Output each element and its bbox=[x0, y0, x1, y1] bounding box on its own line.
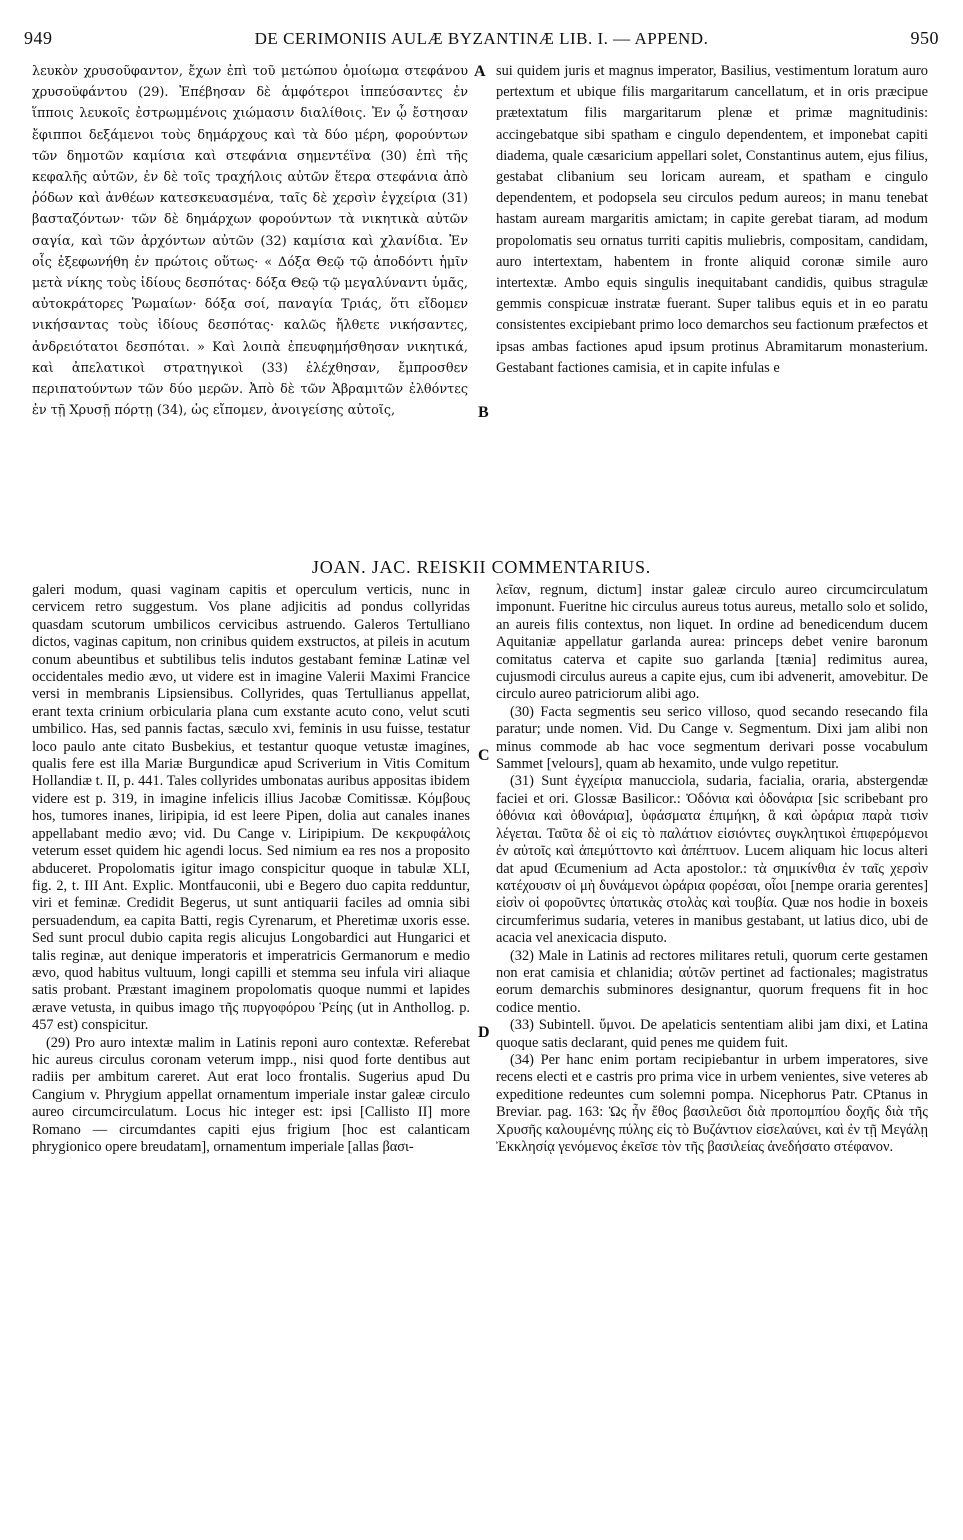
commentary-paragraph: galeri modum, quasi vaginam capitis et operculum verticis, nunc in cervicem retro suggestum. Vos plane adjicitis ad pondus collyridas quasdam scutorum umbilicos cervicibus astruendo. Galeros Tertulliano dictos, vaginas capitum, non crinibus quidem exstructos, at pileis in acutum conum abeuntibus et subtilibus telis indutos gestabant feminæ Latinæ vel occidentales medio ævo, ut videre est in imagine Valerii Maximi Francice versi in membranis Lipsiensibus. Collyrides, quas Tertullianus appellat, erant texta crinium orbicularia plana cum exstante acuto cono, velut scuti umbilico. Has, sed pannis factas, sæculo xvi, feminis in usu fuisse, testatur loco paulo ante citato Busbekius, et testantur quoque vetustæ imagines, qualis fere est illa Mariæ Burgundicæ apud Scriverium in Vitis Comitum Hollandiæ t. II, p. 441. Tales collyrides umbonatas auribus appositas ibidem videre est p. 319, in imagine infelicis illius Jacobæ Comitissæ. Κόμβους hos, tumores inanes, liripipia, id est leere Pipen, dolia aut canales inanes appellabant medio ævo; vid. Du Cange v. Liripipium. De κεκρυφάλοις veterum esset quidem hic agendi locus. Sed nimium ea res nos a proposito abduceret. Propolomatis igitur imago conspicitur quoque in tabulæ XLI, fig. 2, t. III Ant. Explic. Montfauconii, ubi e Begero duo capita redduntur, viri et feminæ. Credidit Begerus, ut sunt antiquarii faciles ad omnia sibi persuadendum, ea capita Batti, regis Cyrenarum, et Pheretimæ uxoris esse. Sed sunt procul dubio capita regis alicujus Longobardici aut Hungarici et talis reginæ, aut denique imperatoris et imperatricis Germanorum e medio ævo, quod habitus vultuum, longi capilli et stemma seu infula viri aliaque satis probant. Præstant imaginem propolomatis quoque nummi et lapides ærave vetusta, in quibus imago τῆς πυργοφόρου Ῥείης (ut in Anthollog. p. 457 est) conspicitur. bbox=[32, 582, 470, 1034]
greek-text-column bbox=[32, 61, 468, 421]
running-head bbox=[24, 28, 939, 54]
commentary-paragraph: (29) Pro auro intextæ malim in Latinis reponi auro contextæ. Referebat hic aureus circulus coronam veterum impp., nisi quod forte dentibus aut radiis per ambitum careret. Aut erat loco frontalis. Sugerius apud Du Cangium v. Phrygium appellat ornamentum imperiale instar galeæ circulo aureo circumcirculatum. Locus hic integer est: ipsi [Callisto II] more Romano — circumdantes capiti ejus frigium [hoc est calanticam phrygionico opere breudatam], ornamentum imperiale [allas βασι- bbox=[32, 1034, 470, 1155]
commentary-paragraph: (32) Male in Latinis ad rectores militares retuli, quorum certe gestamen non erat camisia et chlanidia; αὐτῶν pertinet ad factionales; magistratus eorum demarchis subminores designantur, quorum frequens fit in hoc codice mentio. bbox=[496, 947, 928, 1016]
greek-paragraph: λευκὸν χρυσοῦφαντον, ἔχων ἐπὶ τοῦ μετώπου ὁμοίωμα στεφάνου χρυσοϋφάντου (29). Ἐπέβησαν δὲ ἀμφότεροι ἱππεύσαντες ἐν ἵπποις λευκοῖς ἐστρωμμένοις χιώμασιν διαλίθοις. Ἐν ᾧ ἔστησαν ἔφιπποι δεξάμενοι τοὺς δημάρχους καὶ τὰ δύο μέρη, φορούντων τῶν δημοτῶν καμίσια καὶ στεφάνια σημεντέϊνα (30) ἐπὶ τῆς κεφαλῆς αὐτῶν, ἐν δὲ τοῖς τραχήλοις αὐτῶν ἕτερα στεφάνια ἀπὸ ῥόδων καὶ ἀνθέων κατεσκευασμένα, ταῖς δὲ χερσὶν ἐγχείρια (31) βασταζόντων· τῶν δὲ δημάρχων φορούντων τὰ νικητικὰ αὐτῶν σαγία, καὶ τῶν ἀρχόντων αὐτῶν (32) καμίσια καὶ χλανίδια. Ἐν οἷς ἐξεφωνήθη ἐν πρώτοις οὕτως· « Δόξα Θεῷ τῷ ἀποδόντι ἡμῖν μετὰ νίκης τοὺς ἰδίους δεσπότας· δόξα Θεῷ τῷ μεγαλύναντι ὑμᾶς, αὐτοκράτορες Ῥωμαίων· δόξα σοί, παναγία Τριάς, ὅτι εἴδομεν νικήσαντας τοὺς ἰδίους δεσπότας· καλῶς ἤλθετε νικήσαντες, ἀνδρειότατοι δεσπόται. » Καὶ λοιπὰ ἐπευφημήσθησαν νικητικά, καὶ ἀπελατικοὶ στρατηγικοὶ (33) ἐλέχθησαν, ἔμπροσθεν περιπατούντων τῶν δύο μερῶν. Ἀπὸ δὲ τῶν Ἀβραμιτῶν ἐλθόντες ἐν τῇ Χρυσῇ πόρτῃ (34), ὡς εἴπομεν, ἀνοιγείσης αὐτοῖς, bbox=[32, 64, 468, 419]
page-number-right: 950 bbox=[910, 28, 939, 48]
commentary-paragraph: (34) Per hanc enim portam recipiebantur in urbem imperatores, sive recens electi et e castris pro prima vice in urbem venientes, sive veteres ab expeditione redeuntes cum solemni pompa. Nicephorus Patr. CPtanus in Breviar. pag. 163: Ὡς ἦν ἔθος βασιλεῦσι διὰ προπομπίου δοχῆς διὰ τῆς Χρυσῆς καλουμένης πύλης εἰς τὸ Βυζάντιον εἰσελαύνει, καὶ ἐν τῇ Μεγάλῃ Ἐκκλησίᾳ γενόμενος ἐκεῖσε τὸν τῆς βασιλείας ἀνεδήσατο στέφανον. bbox=[496, 1051, 928, 1155]
page-number-left: 949 bbox=[24, 28, 53, 48]
commentary-paragraph: λεῖαν, regnum, dictum] instar galeæ circulo aureo circumcirculatum imponunt. Fueritne hic circulus aureus totus aureus, metallo solo et solido, an aureis filis contextus, non liquet. In ordine ad benedicendum ducem Aquitaniæ appellatur garlanda aurea: princeps debet venire baronum comitatus caterva et capite suo garlanda [tænia] redimitus aurea, cujusmodi circulus aureus a capite ejus, cum ibi advenerit, amovebitur. De circulo aureo patriciorum alibi ago. bbox=[496, 582, 928, 703]
commentary-paragraph: (33) Subintell. ὕμνοι. De apelaticis sententiam alibi jam dixi, et Latina quoque satis declarant, quid penes me quidem fuit. bbox=[496, 1017, 928, 1051]
latin-paragraph: sui quidem juris et magnus imperator, Basilius, vestimentum loratum auro pertextum et ubique filis margaritarum cancellatum, et in oris præcipue prætextatum filis margaritarum plenæ et primæ magnitudinis: accingebatque sibi spatham e cingulo dependentem, et imponebat capiti diadema, quale cæsaricium appellari solet, Constantinus autem, ejus filius, gestabat clibanium seu loricam auream, et spatham e cingulo dependentem, et podopsela seu circulos pedum aureos; in manu tenebat hastam auream margaritis amictam; in capite gerebat tiaram, ad modum propolomatis seu ornatus turriti capitis muliebris, compositam, candidam, auro intertextam, habentem in fronte aliquid coronæ simile auro intertextæ. Ambo equis singulis inequitabant candidis, quibus stragulæ gemmis conspicuæ instratæ fuerant. Super talibus equis et in eo paratu consistentes excipiebant primo loco demarchos seu factionum præfectos et ipsas ambas factiones apud ipsum protinus Abramitarum monasterium. Gestabant factiones camisia, et in capite infulas e bbox=[496, 63, 928, 376]
commentary-paragraph: (30) Facta segmentis seu serico villoso, quod secando resecando fila paratur; unde nomen. Vid. Du Cange v. Segmentum. Dixi jam alibi non minus commode ab hac voce segmentum derivari posse vocabulum Sammet [velours], quam ab hexamito, unde vulgo repetitur. bbox=[496, 703, 928, 773]
commentary-right-column bbox=[496, 582, 928, 1156]
margin-marker-c: C bbox=[478, 747, 490, 764]
latin-translation-column bbox=[496, 61, 928, 379]
commentary-heading: JOAN. JAC. REISKII COMMENTARIUS. bbox=[311, 557, 652, 577]
margin-marker-d: D bbox=[478, 1024, 490, 1041]
running-title: DE CERIMONIIS AULÆ BYZANTINÆ LIB. I. — APPEND. bbox=[254, 29, 709, 48]
margin-marker-b: B bbox=[478, 404, 489, 421]
commentary-left-column bbox=[32, 582, 470, 1156]
commentary-paragraph: (31) Sunt ἐγχείρια manucciola, sudaria, facialia, oraria, abstergendæ faciei et ori. Glossæ Basilicor.: Ὀδόνια καὶ ὀδονάρια [sic scribebant pro ὀθόνια καὶ ὀθονάρια], ὑφάσματα ἐπιμήκη, ἃ καὶ ὠράρια παρὰ τισὶν λέγεται. Ταῦτα δὲ οἱ εἰς τὸ παλάτιον εἰσιόντες συγκλητικοὶ ἐπιφερόμενοι ἐν αὐτοῖς καὶ ἀπεμύττοντο καὶ ἀπέπτυον. Lucem aliquam hic locus alteri dat apud Œcumenium ad Acta apostolor.: τὰ σημικίνθια ἐν ταῖς χερσὶν κατέχουσιν οἱ μὴ δυνάμενοι ὠράρια φορέσαι, οἷοι [nempe oraria gerentes] εἰσὶν οἱ φοροῦντες ὑπατικὰς στολὰς καὶ τουβία. Quæ nos hodie in boxeis circumferimus sudaria, veteres in manibus gestabant, ut latius dico, ubi de acacia vel anexicacia disputo. bbox=[496, 773, 928, 947]
margin-marker-a: A bbox=[474, 63, 486, 80]
